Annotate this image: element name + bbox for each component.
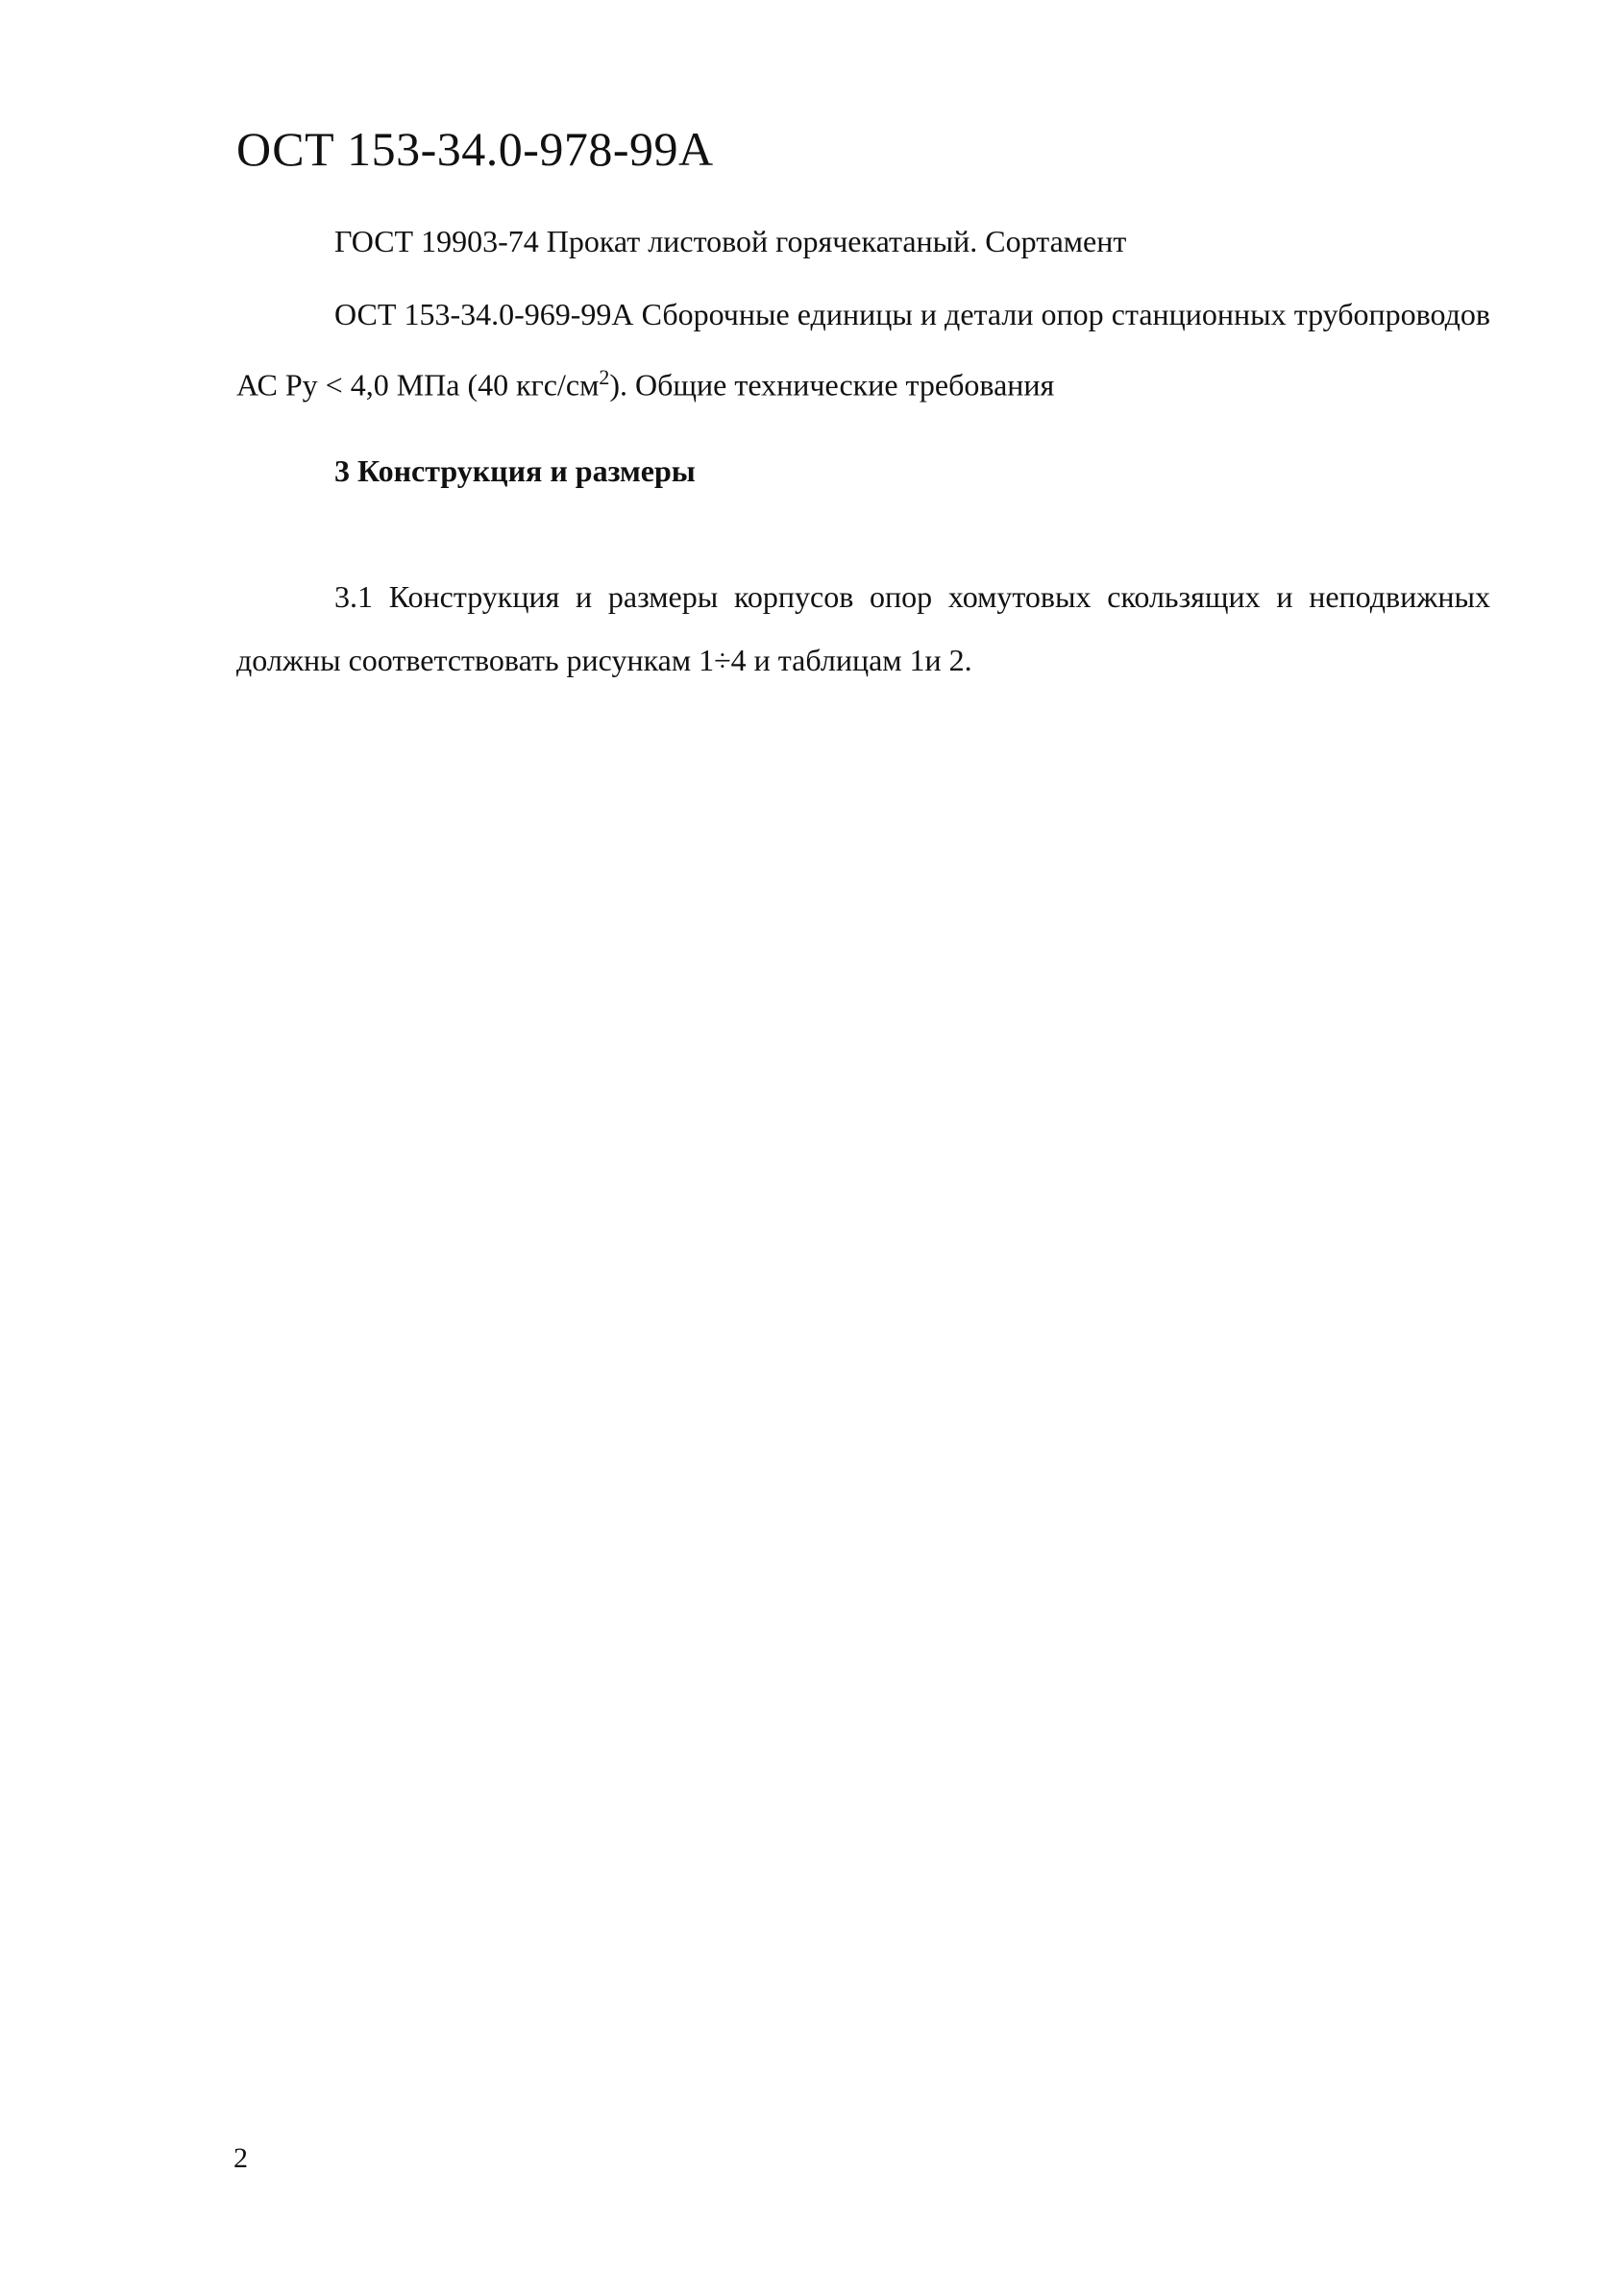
paragraph-text: 3.1 Конструкция и размеры корпусов опор хомутовых скользящих и неподвижных должны соответствовать рисункам 1÷4 и таблицам 1и 2. bbox=[236, 579, 1490, 677]
reference-ost-969 bbox=[236, 282, 1490, 417]
document-code-header: ОСТ 153-34.0-978-99А bbox=[236, 122, 714, 176]
section-paragraph bbox=[236, 565, 1490, 692]
section-heading: 3 Конструкция и размеры bbox=[334, 453, 696, 488]
reference-text-end: ). Общие технические требования bbox=[609, 367, 1055, 403]
reference-gost-19903 bbox=[236, 209, 1490, 273]
reference-text: ОСТ 153-34.0-969-99А Сборочные единицы и детали опор станционных трубопроводов АС Ру < 4,0 МПа (40 кгс/см bbox=[236, 297, 1490, 403]
reference-text: ГОСТ 19903-74 Прокат листовой горячекатаный. Сортамент bbox=[334, 224, 1127, 258]
superscript-two: 2 bbox=[599, 365, 610, 389]
page-number: 2 bbox=[233, 2142, 248, 2174]
